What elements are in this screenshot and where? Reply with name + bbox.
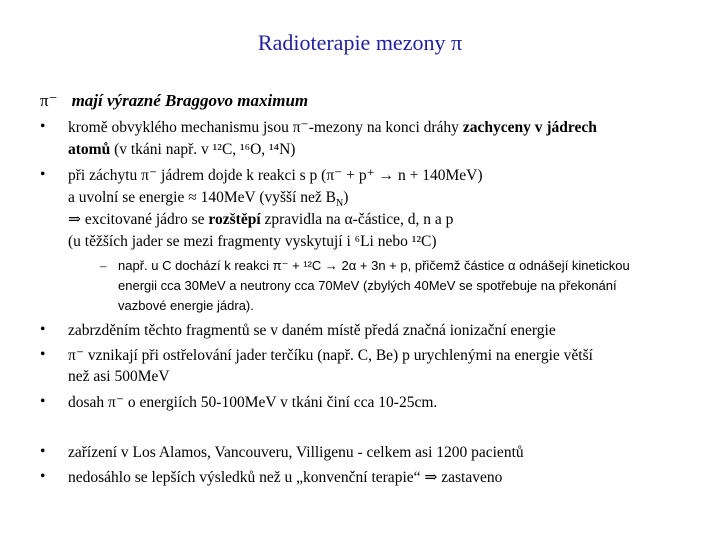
bullet-marker: • (40, 118, 46, 135)
sub-dash-marker: – (100, 258, 107, 273)
bullet-3-line-1: zabrzděním těchto fragmentů se v daném místě předá značná ionizační energie (68, 322, 556, 339)
section-heading (40, 91, 308, 111)
bullet-marker: • (40, 393, 46, 410)
bullet-5-line-1: dosah π⁻ o energiích 50-100MeV v tkáni činí cca 10-25cm. (68, 394, 438, 411)
bullet-2-bold-3: rozštěpí (208, 211, 261, 228)
bullet-2-line-2 (68, 188, 698, 208)
heading-text: mají výrazné Braggovo maximum (71, 91, 309, 110)
bullet-1-line-2 (68, 140, 698, 160)
bullet-2-line-1: při záchytu π⁻ jádrem dojde k reakci s p (π⁻ + p⁺ → n + 140MeV) (68, 167, 483, 184)
sub-item-line-2: energii cca 30MeV a neutrony cca 70MeV (zbylých 40MeV se spotřebuje na překonání (118, 278, 617, 293)
bullet-1-text: kromě obvyklého mechanismu jsou π⁻-mezony na konci dráhy (68, 119, 459, 136)
bullet-2-text-2-end: ) (343, 189, 349, 206)
binding-energy-subscript: N (335, 198, 344, 210)
bullet-2-text-2: a uvolní se energie ≈ 140MeV (vyšší než B (68, 189, 336, 206)
bullet-2-line-3 (68, 210, 698, 230)
slide-title: Radioterapie mezony π (257, 30, 463, 55)
pion-symbol: π⁻ (40, 91, 58, 110)
bullet-1-bold-2: atomů (68, 141, 111, 158)
bullet-marker: • (40, 346, 46, 363)
bullet-4-line-1: π⁻ vznikají při ostřelování jader terčíku (např. C, Be) p urychlenými na energie větší (68, 347, 593, 364)
bullet-marker: • (40, 166, 46, 183)
bullet-marker: • (40, 443, 46, 460)
sub-item-line-3: vazbové energie jádra). (118, 298, 254, 313)
bullet-2-text-3c: zpravidla na α-částice, d, n a p (264, 211, 454, 228)
bullet-6-line-1: zařízení v Los Alamos, Vancouveru, Villigenu - celkem asi 1200 pacientů (68, 444, 524, 461)
bullet-1-text-2: (v tkáni např. v ¹²C, ¹⁶O, ¹⁴N) (114, 141, 296, 158)
bullet-2-text-3a: ⇒ excitované jádro se (68, 211, 205, 228)
bullet-marker: • (40, 468, 46, 485)
bullet-1-bold: zachyceny v jádrech (462, 119, 597, 136)
bullet-2-line-4: (u těžších jader se mezi fragmenty vyskytují i ⁶Li nebo ¹²C) (68, 233, 437, 250)
bullet-1-line-1 (68, 118, 698, 138)
bullet-4-line-2: než asi 500MeV (68, 368, 170, 385)
bullet-marker: • (40, 321, 46, 338)
sub-item-line-1: např. u C dochází k reakci π⁻ + ¹²C → 2α + 3n + p, přičemž částice α odnášejí kinetickou (118, 258, 630, 273)
bullet-7-line-1: nedosáhlo se lepších výsledků než u „konvenční terapie“ ⇒ zastaveno (68, 469, 503, 486)
